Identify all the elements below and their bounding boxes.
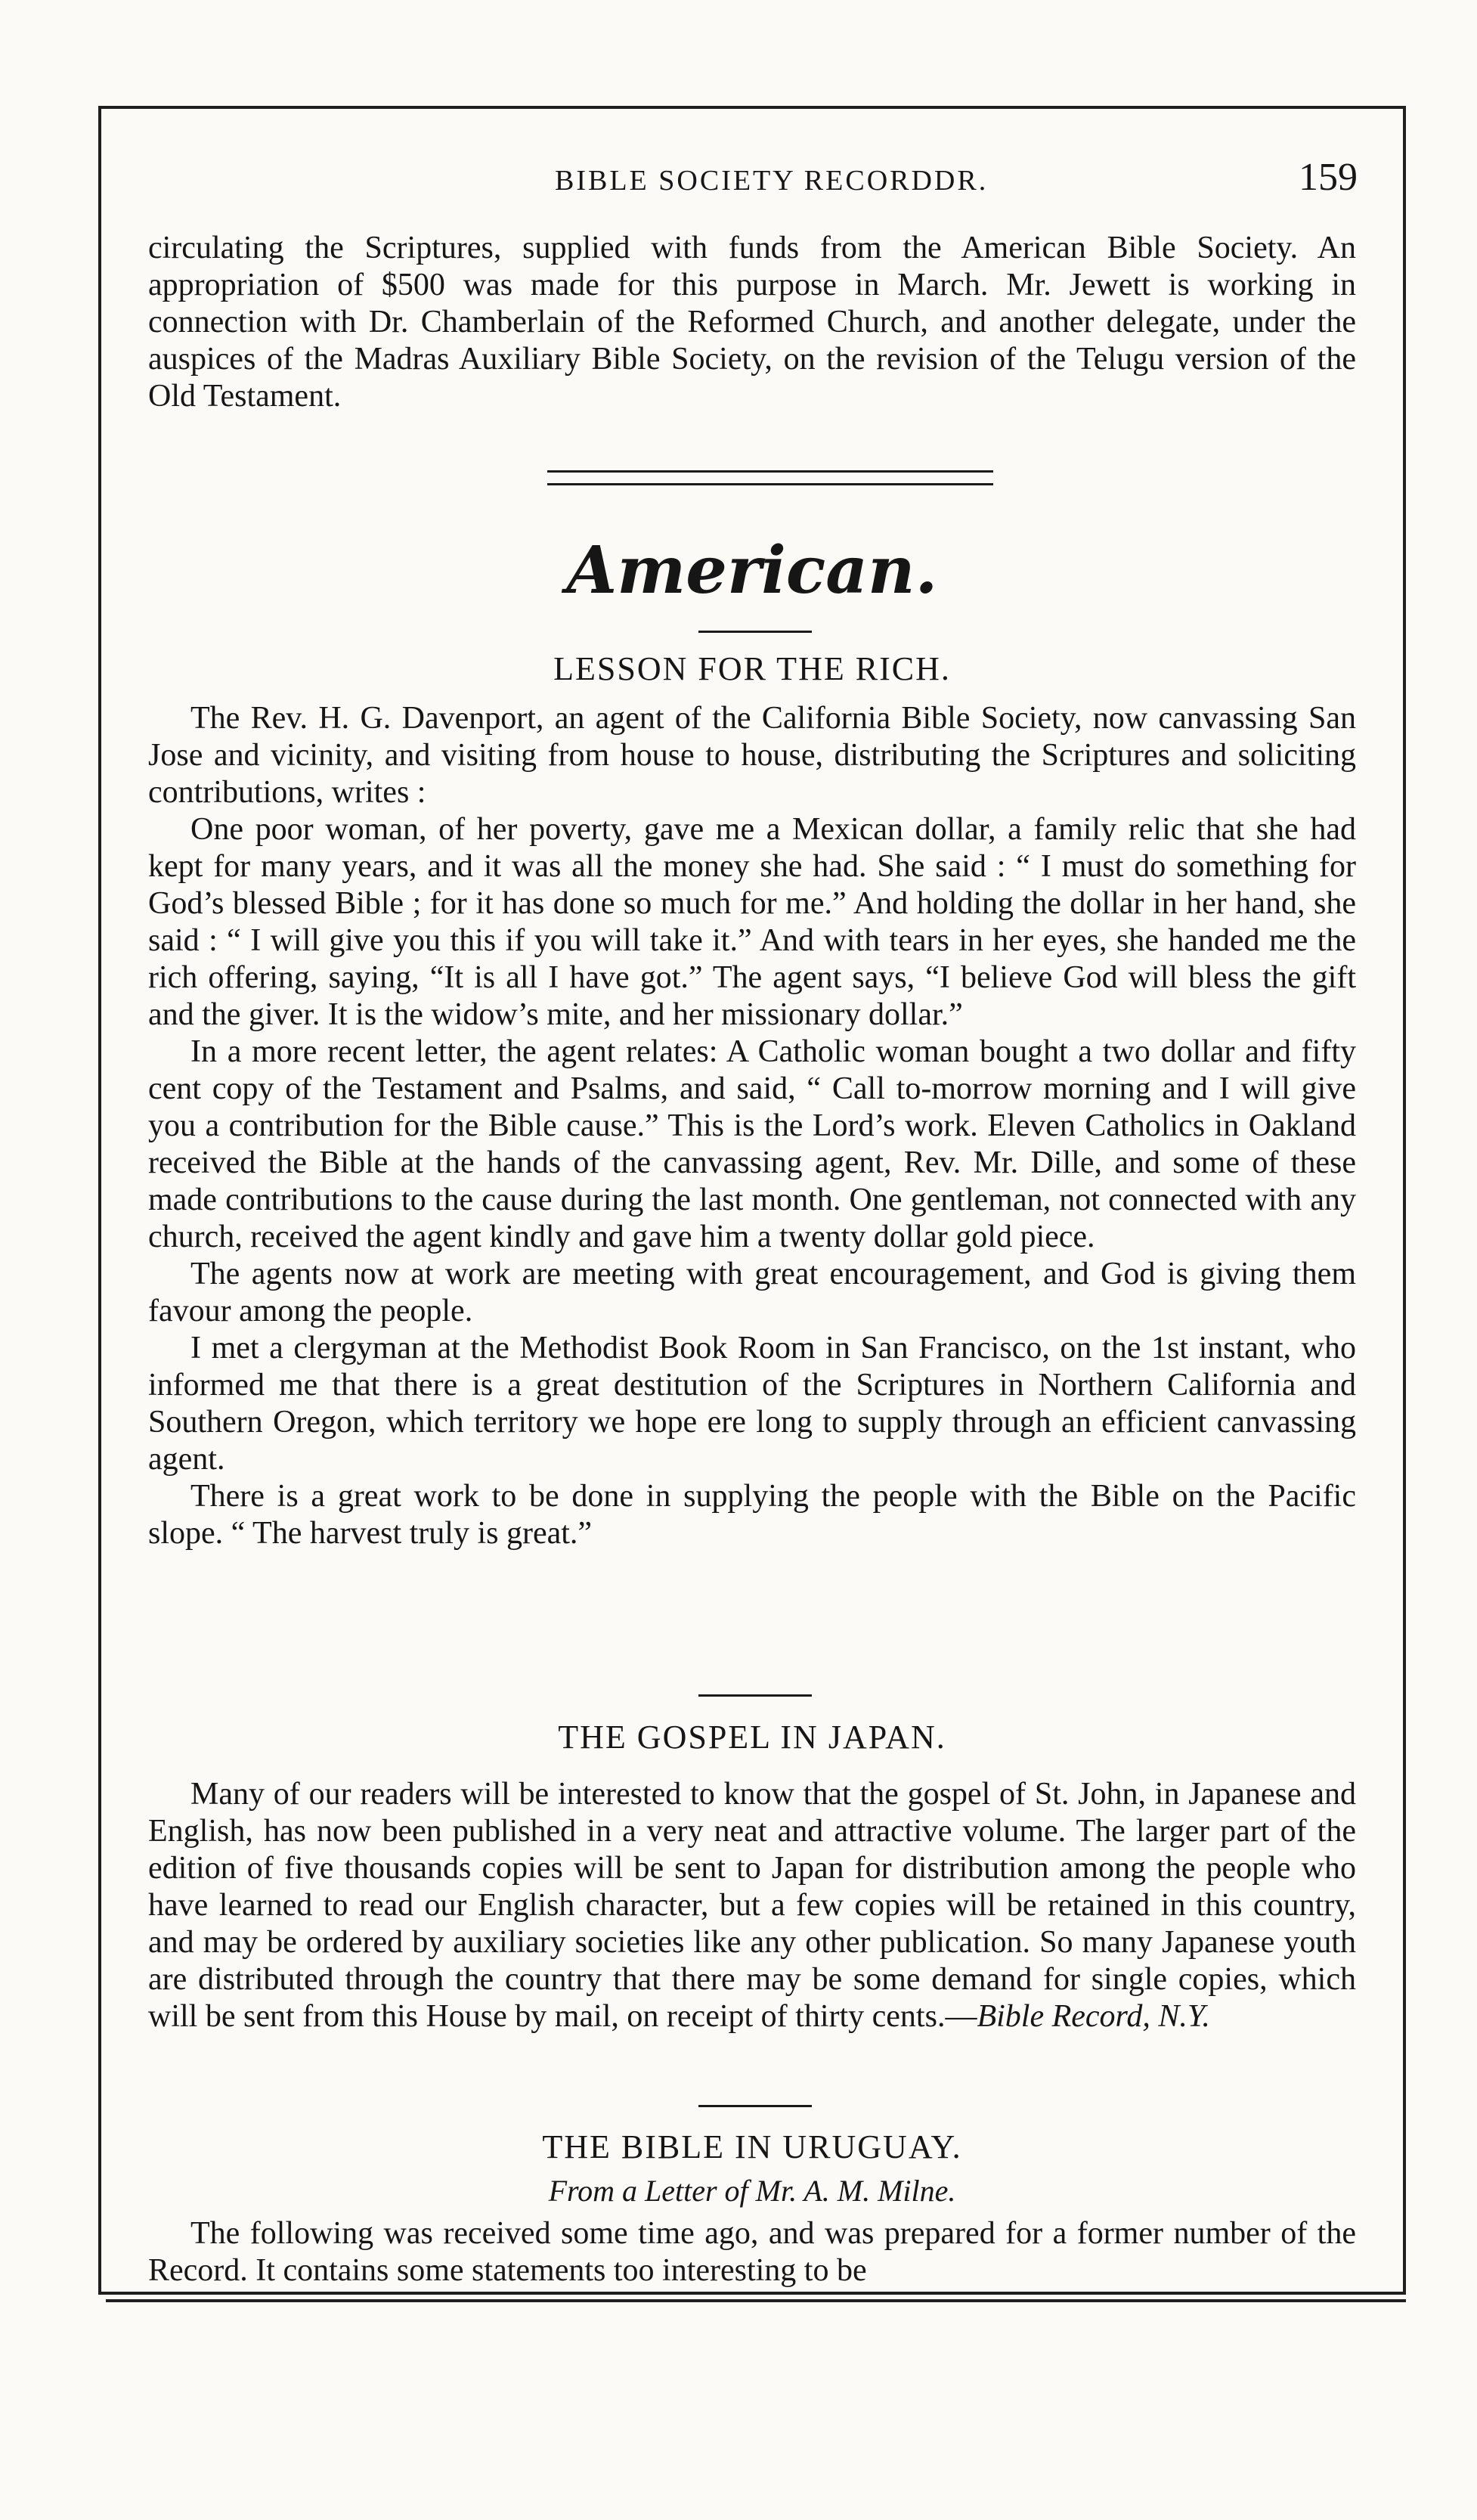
lesson-paragraph: There is a great work to be done in supplying the people with the Bible on the Pacific slope. “ The harvest truly is great.” xyxy=(148,1479,1356,1551)
page-header xyxy=(147,150,1358,211)
short-rule-divider xyxy=(698,631,812,633)
uruguay-paragraph: The following was received some time ago, and was prepared for a former number of the Record. It contains some statements too interesting to be xyxy=(148,2216,1356,2288)
lesson-article xyxy=(148,700,1356,1552)
lesson-heading: LESSON FOR THE RICH. xyxy=(553,650,951,687)
lesson-paragraph: In a more recent letter, the agent relates: A Catholic woman bought a two dollar and fifty cent copy of the Testament and Psalms, and said, “ Call to-morrow morning and I will give you a contribution for the Bible cause.” This is the Lord’s work. Eleven Catholics in Oakland received the Bible at the hands of the canvassing agent, Rev. Mr. Dille, and some of these made contributions to the cause during the last month. One gentleman, not connected with any church, received the agent kindly and gave him a twenty dollar gold piece. xyxy=(148,1034,1356,1254)
japan-paragraph xyxy=(148,1776,1356,2035)
double-rule-divider xyxy=(547,470,993,485)
uruguay-article xyxy=(148,2215,1356,2289)
japan-source: Bible Record, N.Y. xyxy=(977,1999,1210,2034)
running-title: BIBLE SOCIETY RECORDDR. xyxy=(555,165,989,197)
page-number: 159 xyxy=(1299,156,1358,199)
japan-text: Many of our readers will be interested to know that the gospel of St. John, in Japanese and English, has now been published in a very neat and attractive volume. The larger part of the edition of five thousands copies will be sent to Japan for distribution among the people who have learned to read our English character, but a few copies will be retained in this country, and may be ordered by auxiliary societies like any other publication. So many Japanese youth are distributed through the country that there may be some demand for single copies, which will be sent from this House by mail, on receipt of thirty cents.— xyxy=(148,1777,1356,2034)
uruguay-subheading: From a Letter of Mr. A. M. Milne. xyxy=(548,2174,956,2208)
intro-paragraph-block xyxy=(148,230,1356,415)
japan-heading: THE GOSPEL IN JAPAN. xyxy=(558,1719,946,1756)
lesson-paragraph: The agents now at work are meeting with great encouragement, and God is giving them favour among the people. xyxy=(148,1257,1356,1328)
short-rule-divider xyxy=(698,2105,812,2107)
page-frame xyxy=(98,106,1406,2295)
uruguay-heading: THE BIBLE IN URUGUAY. xyxy=(542,2128,962,2165)
section-title: American. xyxy=(566,532,938,609)
lesson-paragraph: One poor woman, of her poverty, gave me a Mexican dollar, a family relic that she had kept for many years, and it was all the money she had. She said : “ I must do something for God’s blessed Bible ; for it has done so much for me.” And holding the dollar in her hand, she said : “ I will give you this if you will take it.” And with tears in her eyes, she handed me the rich offering, saying, “It is all I have got.” The agent says, “I believe God will bless the gift and the giver. It is the widow’s mite, and her missionary dollar.” xyxy=(148,812,1356,1032)
japan-article xyxy=(148,1776,1356,2035)
short-rule-divider xyxy=(698,1694,812,1697)
lesson-paragraph: The Rev. H. G. Davenport, an agent of the California Bible Society, now canvassing San Jose and vicinity, and visiting from house to house, distributing the Scriptures and soliciting contributions, writes : xyxy=(148,701,1356,810)
intro-paragraph: circulating the Scriptures, supplied with funds from the American Bible Society. An appropriation of $500 was made for this purpose in March. Mr. Jewett is working in connection with Dr. Chamberlain of the Reformed Church, and another delegate, under the auspices of the Madras Auxiliary Bible Society, on the revision of the Telugu version of the Old Testament. xyxy=(148,231,1356,414)
lesson-paragraph: I met a clergyman at the Methodist Book Room in San Francisco, on the 1st instant, who informed me that there is a great destitution of the Scriptures in Northern California and Southern Oregon, which territory we hope ere long to supply through an efficient canvassing agent. xyxy=(148,1331,1356,1477)
